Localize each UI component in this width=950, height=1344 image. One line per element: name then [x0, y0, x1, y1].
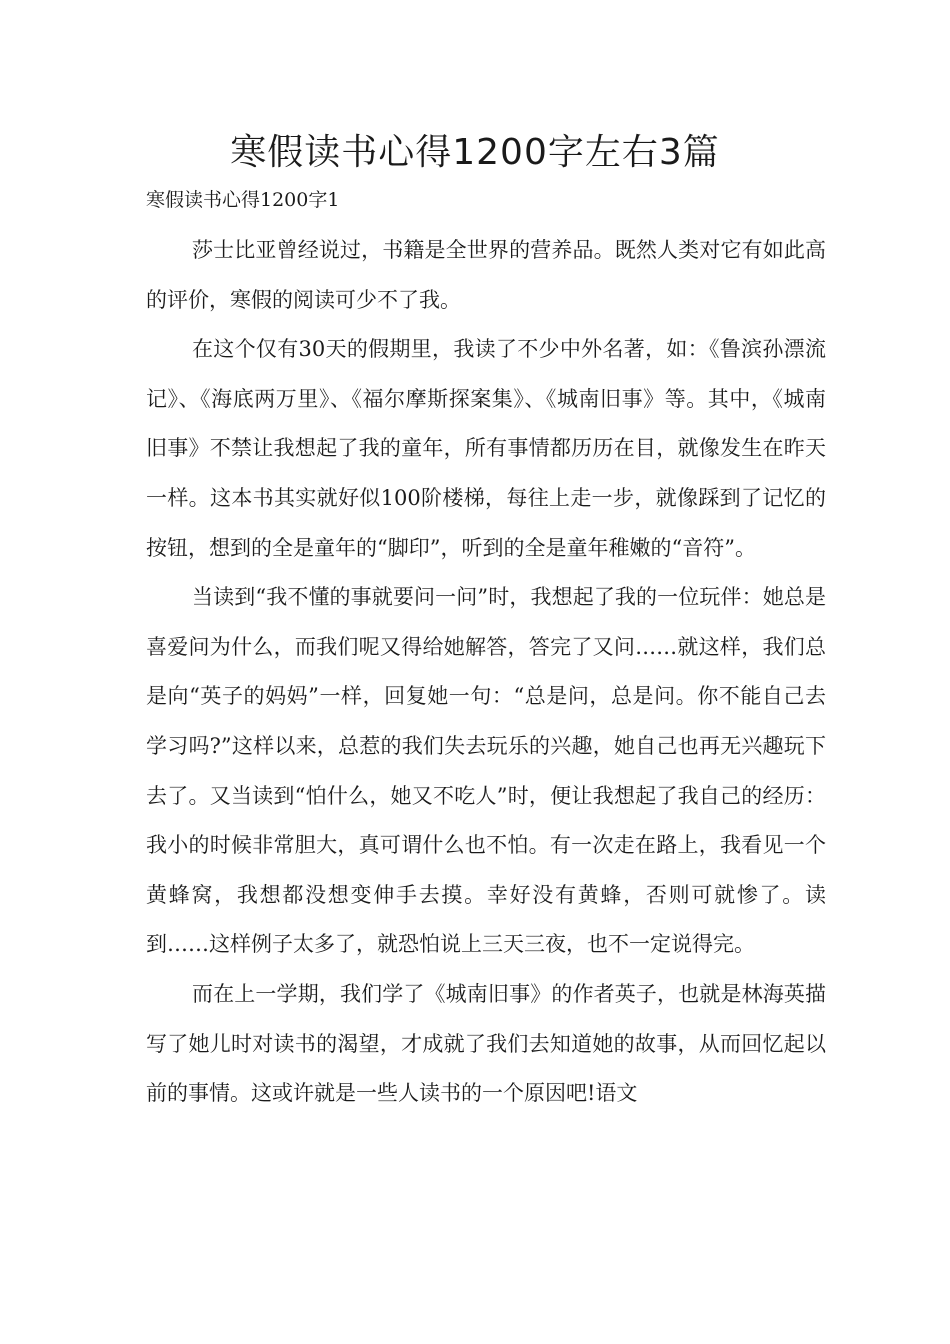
document-body — [146, 226, 826, 1119]
paragraph: 当读到“我不懂的事就要问一问”时，我想起了我的一位玩伴：她总是喜爱问为什么，而我们呢又得给她解答，答完了又问……就这样，我们总是向“英子的妈妈”一样，回复她一句：“总是问，总是问。你不能自己去学习吗?”这样以来，总惹的我们失去玩乐的兴趣，她自己也再无兴趣玩下去了。又当读到“怕什么，她又不吃人”时，便让我想起了我自己的经历：我小的时候非常胆大，真可谓什么也不怕。有一次走在路上，我看见一个黄蜂窝，我想都没想变伸手去摸。幸好没有黄蜂，否则可就惨了。读到……这样例子太多了，就恐怕说上三天三夜，也不一定说得完。 — [146, 585, 826, 957]
paragraph: 在这个仅有30天的假期里，我读了不少中外名著，如：《鲁滨孙漂流记》、《海底两万里》、《福尔摩斯探案集》、《城南旧事》等。其中，《城南旧事》不禁让我想起了我的童年，所有事情都历历在目，就像发生在昨天一样。这本书其实就好似100阶楼梯，每往上走一步，就像踩到了记忆的按钮，想到的全是童年的“脚印”，听到的全是童年稚嫩的“音符”。 — [146, 337, 826, 560]
paragraph: 莎士比亚曾经说过，书籍是全世界的营养品。既然人类对它有如此高的评价，寒假的阅读可少不了我。 — [146, 238, 826, 312]
section-heading: 寒假读书心得1200字1 — [146, 189, 340, 211]
paragraph: 而在上一学期，我们学了《城南旧事》的作者英子，也就是林海英描写了她儿时对读书的渴望，才成就了我们去知道她的故事，从而回忆起以前的事情。这或许就是一些人读书的一个原因吧!语文 — [146, 981, 826, 1106]
document-title: 寒假读书心得1200字左右3篇 — [230, 132, 720, 173]
